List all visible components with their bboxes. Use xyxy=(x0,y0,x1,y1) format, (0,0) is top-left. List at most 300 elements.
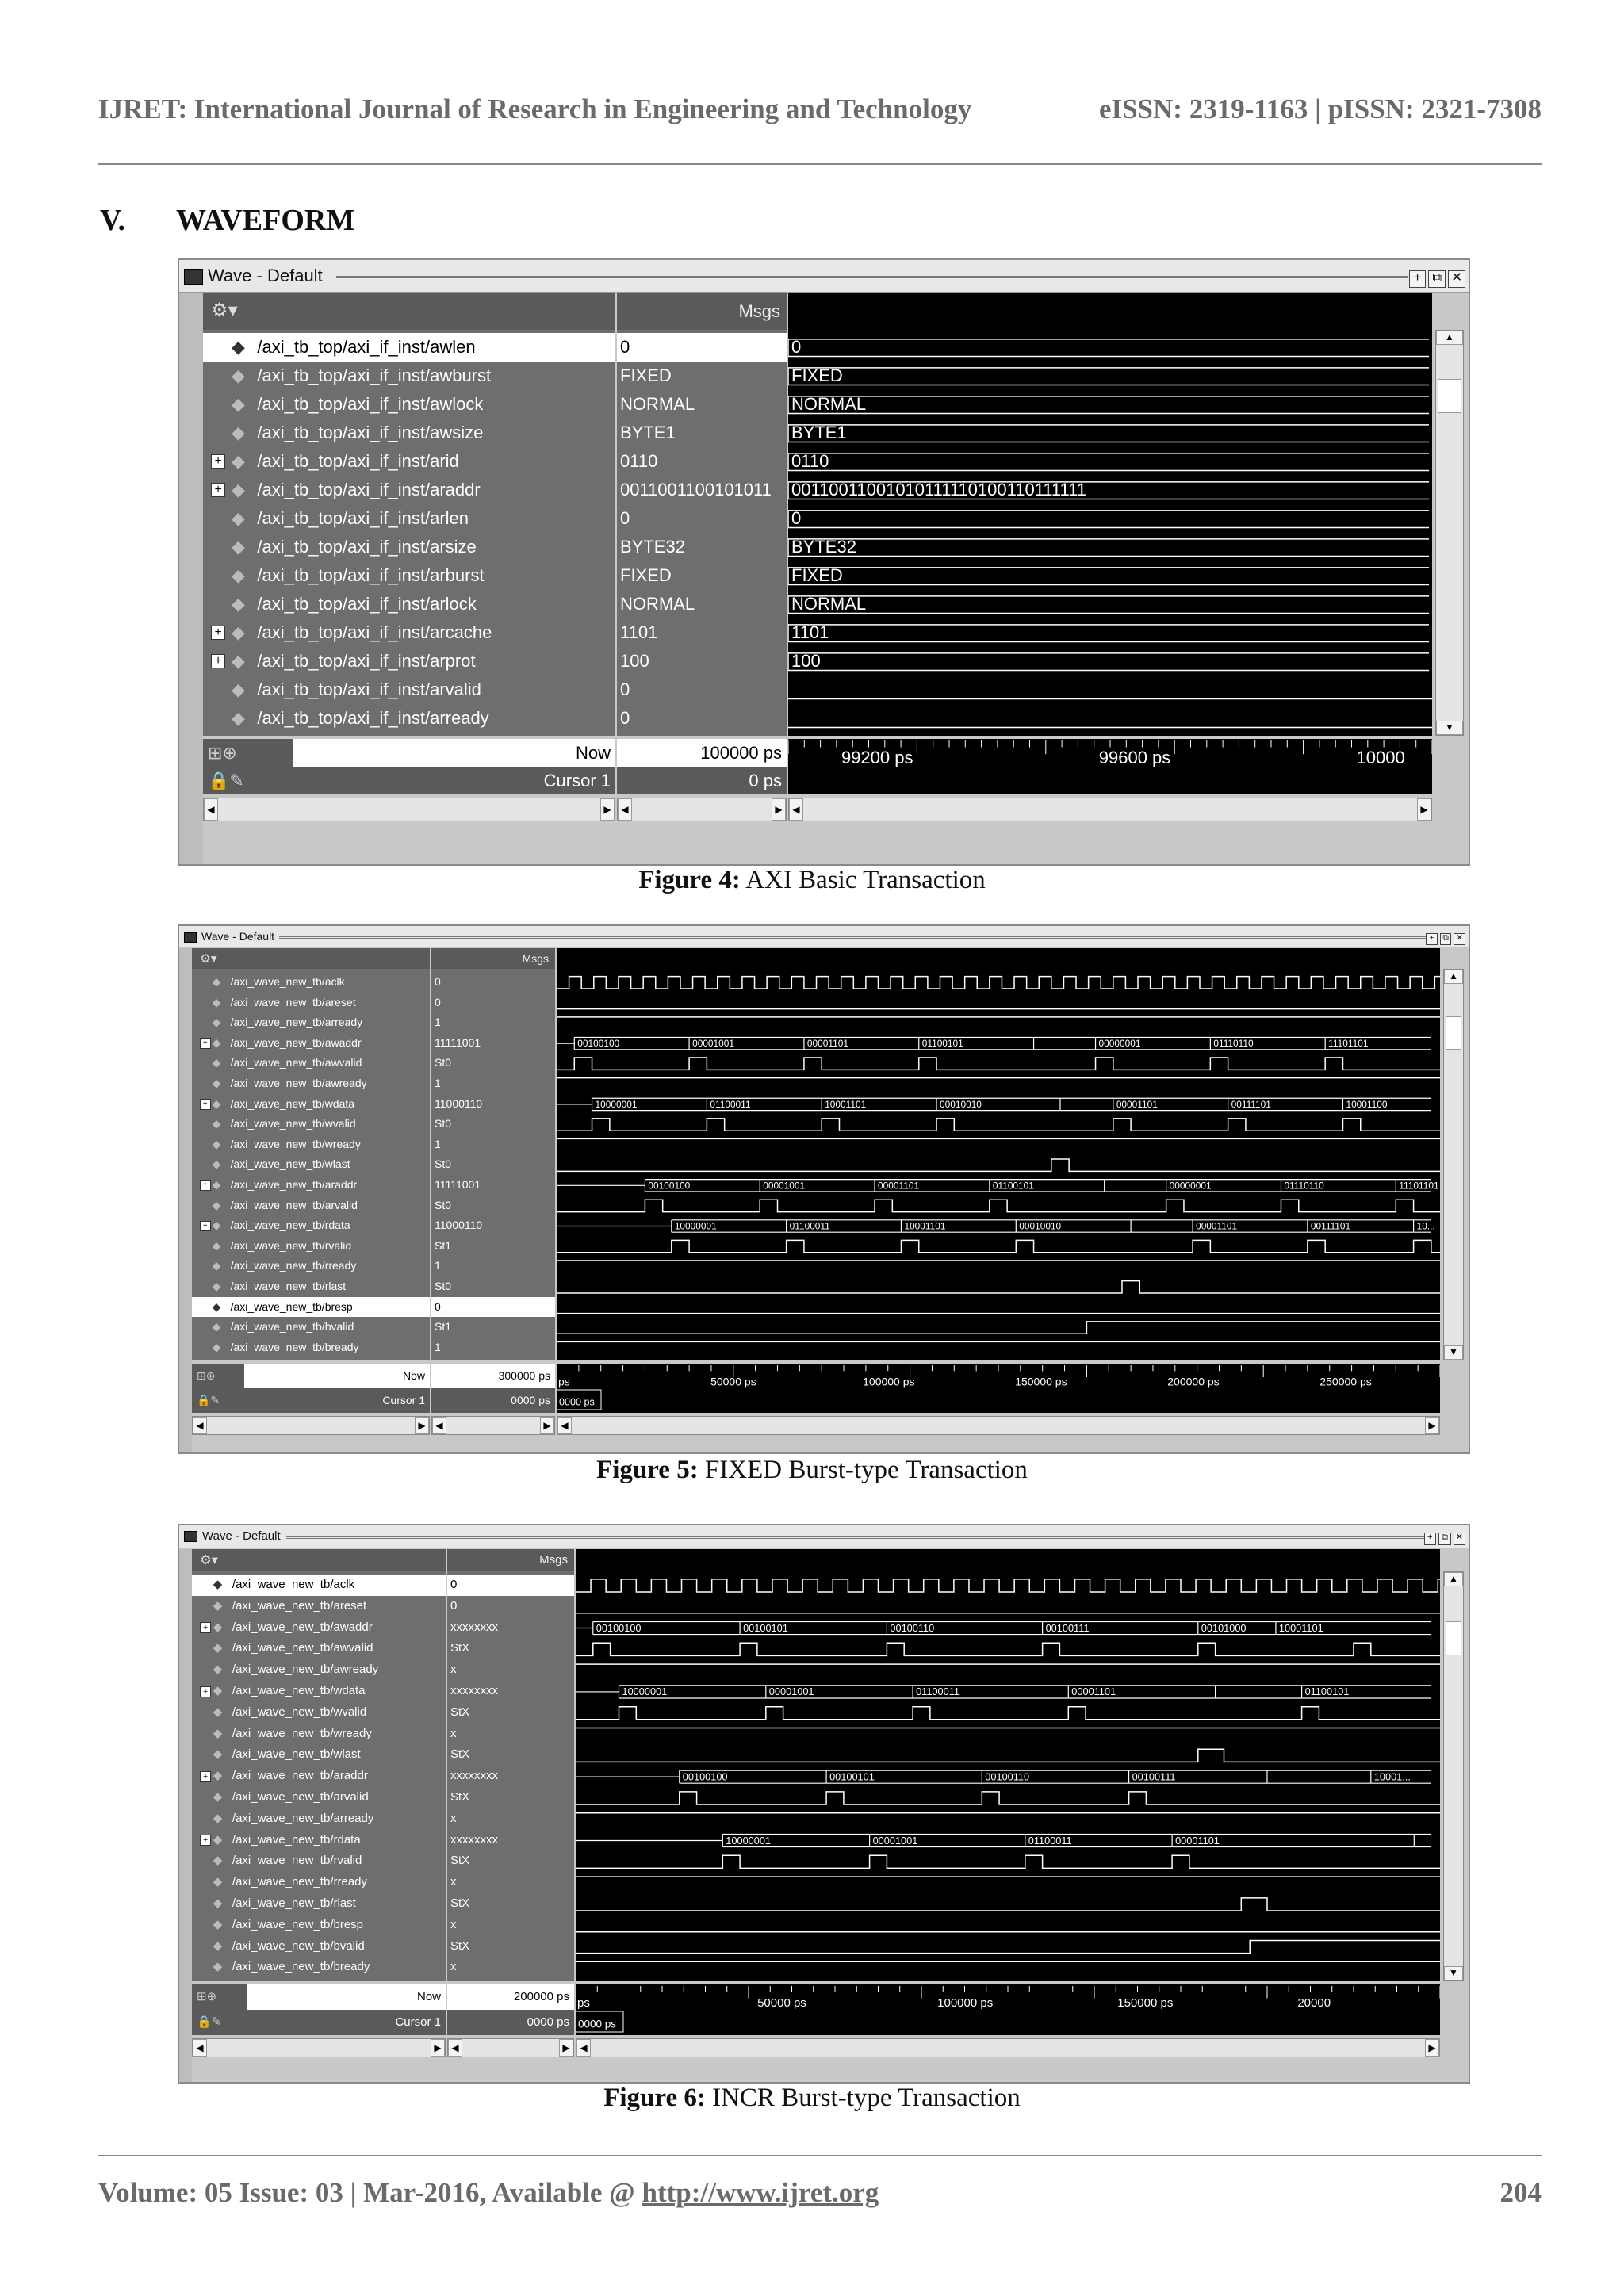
bus-value-label: 10000001 xyxy=(595,1099,638,1111)
values-pane xyxy=(447,1549,574,1981)
window-titlebar xyxy=(179,1525,1469,1548)
signal-row[interactable] xyxy=(192,1808,446,1830)
signal-row[interactable] xyxy=(192,1724,446,1745)
signal-row[interactable] xyxy=(203,647,615,675)
signal-row[interactable] xyxy=(192,1850,446,1872)
signal-row[interactable] xyxy=(203,533,615,561)
page-number: 204 xyxy=(1500,2177,1542,2208)
signal-value: BYTE32 xyxy=(620,537,685,557)
scroll-left-arrow-icon[interactable]: ◀ xyxy=(204,798,218,821)
now-cursor-labels xyxy=(192,1364,430,1413)
scroll-left-arrow-icon[interactable]: ◀ xyxy=(193,1417,207,1434)
signal-diamond-icon: ◆ xyxy=(232,480,245,499)
scroll-right-arrow-icon[interactable]: ▶ xyxy=(772,798,786,821)
waveform-trace xyxy=(576,1940,1440,1953)
waveform-trace xyxy=(576,1643,1440,1655)
pulse-line xyxy=(576,1707,1440,1720)
signal-diamond-icon: ◆ xyxy=(212,1158,221,1171)
signal-row[interactable] xyxy=(192,1297,430,1318)
signal-row[interactable] xyxy=(192,1135,430,1155)
bus-value-label: 00001101 xyxy=(878,1180,920,1192)
signal-row[interactable] xyxy=(192,1196,430,1216)
scroll-right-arrow-icon[interactable]: ▶ xyxy=(415,1417,429,1434)
window-title-text: Wave - Default xyxy=(208,266,323,285)
signal-row[interactable] xyxy=(192,1575,446,1596)
msgs-label: Msgs xyxy=(522,952,549,965)
signal-row[interactable] xyxy=(192,1872,446,1893)
signal-row[interactable] xyxy=(203,447,615,476)
signal-name: /axi_wave_new_tb/wvalid xyxy=(230,1117,356,1131)
signal-value: 0 xyxy=(435,995,441,1008)
scroll-right-arrow-icon[interactable]: ▶ xyxy=(1425,2039,1439,2057)
expand-plus-icon[interactable]: + xyxy=(211,454,225,469)
bus-value-label: BYTE1 xyxy=(791,423,847,443)
signal-name: /axi_wave_new_tb/rlast xyxy=(230,1280,347,1292)
scroll-right-arrow-icon[interactable]: ▶ xyxy=(1425,1417,1439,1434)
now-cursor-values xyxy=(431,1364,555,1413)
bus-value-label: 00001001 xyxy=(872,1834,918,1846)
bus-outline xyxy=(788,539,1429,557)
expand-plus-icon[interactable]: + xyxy=(200,1038,211,1049)
bus-segment xyxy=(1216,1686,1302,1698)
scroll-up-arrow-icon[interactable]: ▲ xyxy=(1444,1572,1463,1586)
now-label: Now xyxy=(416,1990,441,2004)
signal-row[interactable] xyxy=(203,504,615,533)
waveform-trace xyxy=(576,1855,1440,1868)
signal-value: StX xyxy=(450,1790,470,1804)
signal-name: /axi_wave_new_tb/arvalid xyxy=(232,1790,369,1804)
signal-name: /axi_tb_top/axi_if_inst/awlock xyxy=(257,394,484,414)
signal-diamond-icon: ◆ xyxy=(213,1705,223,1719)
wave-hscrollbar[interactable] xyxy=(576,2038,1440,2057)
close-icon[interactable]: ✕ xyxy=(1448,270,1465,288)
values-hscrollbar[interactable] xyxy=(617,798,787,821)
waveform-trace xyxy=(557,1098,1431,1110)
signal-name: /axi_wave_new_tb/bresp xyxy=(232,1917,364,1931)
waveform-pane xyxy=(576,1549,1440,1981)
time-tick-label: 50000 ps xyxy=(710,1375,756,1388)
waveform-trace xyxy=(557,1058,1440,1070)
signal-value: 100 xyxy=(620,651,649,671)
waveform-trace xyxy=(576,1621,1431,1634)
signal-diamond-icon: ◆ xyxy=(213,1620,223,1634)
values-header xyxy=(617,293,787,330)
signal-diamond-icon: ◆ xyxy=(232,423,245,442)
scroll-left-arrow-icon[interactable]: ◀ xyxy=(432,1417,446,1434)
bus-value-label: FIXED xyxy=(791,365,843,386)
pulse-line xyxy=(557,1159,1440,1171)
signal-name: /axi_wave_new_tb/wready xyxy=(232,1726,372,1740)
signal-name: /axi_wave_new_tb/awready xyxy=(230,1077,367,1089)
scroll-up-arrow-icon[interactable]: ▲ xyxy=(1444,970,1463,984)
signal-name: /axi_wave_new_tb/aclk xyxy=(232,1578,355,1591)
bus-value-label: NORMAL xyxy=(791,594,867,614)
signal-row[interactable] xyxy=(192,1936,446,1957)
signal-name: /axi_wave_new_tb/arready xyxy=(230,1016,363,1029)
maximize-icon[interactable]: ⧉ xyxy=(1440,933,1452,945)
scroll-right-arrow-icon[interactable]: ▶ xyxy=(1417,798,1431,821)
signal-row[interactable] xyxy=(192,1659,446,1681)
scroll-right-arrow-icon[interactable]: ▶ xyxy=(431,2039,445,2057)
window-title xyxy=(184,260,323,292)
signal-name: /axi_wave_new_tb/araddr xyxy=(232,1769,368,1783)
vertical-scrollbar[interactable] xyxy=(1443,969,1464,1360)
signal-row[interactable] xyxy=(192,1276,430,1297)
signal-row[interactable] xyxy=(192,1830,446,1851)
bus-value-label: 01100011 xyxy=(1028,1834,1072,1846)
time-tick-label: 200000 ps xyxy=(1167,1375,1220,1388)
signal-value: x xyxy=(450,1917,457,1931)
signal-row[interactable] xyxy=(192,1596,446,1617)
signal-name: /axi_tb_top/axi_if_inst/arsize xyxy=(257,537,477,557)
pulse-line xyxy=(557,1281,1440,1293)
now-cursor-labels xyxy=(192,1984,446,2035)
signal-row[interactable] xyxy=(203,618,615,647)
zoom-icons[interactable]: ⊞⊕ xyxy=(197,1990,217,2004)
wave-window-figure-5[interactable] xyxy=(178,924,1470,1454)
signal-value: 1 xyxy=(435,1259,441,1272)
signal-value: StX xyxy=(450,1896,470,1910)
vertical-scrollbar[interactable] xyxy=(1435,330,1464,736)
signal-tool-icon[interactable]: ⚙▾ xyxy=(200,1553,219,1568)
values-hscrollbar[interactable] xyxy=(431,1416,555,1435)
bus-value-label: 0 xyxy=(791,337,802,358)
signal-diamond-icon: ◆ xyxy=(213,1663,223,1677)
scroll-left-arrow-icon[interactable]: ◀ xyxy=(557,1417,572,1434)
window-controls xyxy=(1407,260,1465,292)
expand-plus-icon[interactable]: + xyxy=(200,1771,211,1782)
signal-row[interactable] xyxy=(192,972,430,993)
signal-row[interactable] xyxy=(203,561,615,590)
signal-row[interactable] xyxy=(203,704,615,733)
now-label: Now xyxy=(402,1369,425,1383)
signal-name: /axi_tb_top/axi_if_inst/arprot xyxy=(257,651,476,671)
scroll-left-arrow-icon[interactable]: ◀ xyxy=(576,2039,591,2057)
lock-icons[interactable]: 🔒✎ xyxy=(197,2015,222,2030)
bus-value-label: 01110110 xyxy=(1284,1180,1324,1192)
dock-icon[interactable]: + xyxy=(1426,933,1438,945)
pulse-line xyxy=(557,1200,1440,1211)
bus-value-label: 10... xyxy=(1416,1220,1435,1232)
journal-name: IJRET: International Journal of Research in Engineering and Technology xyxy=(98,94,972,124)
signal-name: /axi_tb_top/axi_if_inst/arlen xyxy=(257,508,469,528)
signal-names-pane xyxy=(192,948,430,1360)
values-pane xyxy=(431,948,555,1360)
zoom-icons[interactable]: ⊞⊕ xyxy=(208,743,237,763)
bus-value-label: 01100011 xyxy=(789,1220,830,1232)
bus-value-label: 00100111 xyxy=(1045,1621,1090,1634)
signal-name: /axi_wave_new_tb/awready xyxy=(232,1663,379,1677)
scroll-thumb[interactable] xyxy=(1446,1621,1461,1655)
wave-hscrollbar[interactable] xyxy=(788,798,1432,821)
signal-row[interactable] xyxy=(192,993,430,1013)
signal-row[interactable] xyxy=(192,1175,430,1196)
left-strip xyxy=(179,948,192,1452)
signal-name: /axi_tb_top/axi_if_inst/awsize xyxy=(257,423,484,442)
signal-row[interactable] xyxy=(192,1053,430,1073)
now-cursor-values xyxy=(447,1984,574,2035)
bus-outline xyxy=(788,425,1429,442)
signal-name: /axi_wave_new_tb/rready xyxy=(232,1875,368,1889)
expand-plus-icon[interactable]: + xyxy=(200,1180,211,1191)
signal-name: /axi_tb_top/axi_if_inst/arid xyxy=(257,451,459,471)
maximize-icon[interactable]: ⧉ xyxy=(1428,270,1446,288)
expand-plus-icon[interactable]: + xyxy=(211,626,225,640)
names-hscrollbar[interactable] xyxy=(192,1416,430,1435)
bus-segment xyxy=(1267,1770,1371,1783)
signal-row[interactable] xyxy=(192,1256,430,1276)
scroll-left-arrow-icon[interactable]: ◀ xyxy=(193,2039,207,2057)
time-tick-label: 20000 xyxy=(1297,1996,1331,2011)
footer-rule xyxy=(98,2155,1542,2156)
signal-row[interactable] xyxy=(192,1114,430,1135)
dock-icon[interactable]: + xyxy=(1409,270,1427,288)
scroll-left-arrow-icon[interactable]: ◀ xyxy=(448,2039,462,2057)
scroll-down-arrow-icon[interactable]: ▼ xyxy=(1444,1345,1463,1360)
signal-value: St0 xyxy=(435,1198,452,1211)
signal-diamond-icon: ◆ xyxy=(213,1598,223,1613)
signal-diamond-icon: ◆ xyxy=(232,594,245,614)
scroll-right-arrow-icon[interactable]: ▶ xyxy=(600,798,615,821)
pulse-line xyxy=(576,1643,1440,1655)
signal-row[interactable] xyxy=(192,1094,430,1115)
wave-window-figure-6[interactable] xyxy=(178,1524,1470,2084)
signal-value: St0 xyxy=(435,1056,452,1070)
signal-row[interactable] xyxy=(203,476,615,504)
expand-plus-icon[interactable]: + xyxy=(200,1835,211,1846)
waveform-trace xyxy=(557,1281,1440,1293)
signal-name: /axi_wave_new_tb/rdata xyxy=(232,1832,361,1846)
waveform-trace xyxy=(557,1322,1440,1334)
waveform-trace xyxy=(557,1220,1435,1232)
values-header xyxy=(431,948,555,969)
window-titlebar xyxy=(179,926,1469,947)
signal-value: 1 xyxy=(435,1137,441,1150)
signal-row[interactable] xyxy=(192,1915,446,1936)
signal-diamond-icon: ◆ xyxy=(213,1896,223,1910)
signal-value: St1 xyxy=(435,1238,452,1252)
signal-diamond-icon: ◆ xyxy=(232,622,245,642)
signal-row[interactable] xyxy=(203,590,615,618)
zoom-icons[interactable]: ⊞⊕ xyxy=(197,1369,216,1383)
signal-value: StX xyxy=(450,1938,470,1953)
waveform-trace xyxy=(576,1579,1440,1592)
bus-outline xyxy=(788,568,1429,585)
signal-value: 0 xyxy=(435,975,441,988)
signal-row[interactable] xyxy=(192,1787,446,1808)
wave-window-figure-4[interactable] xyxy=(178,258,1470,866)
waveform-trace xyxy=(788,394,1429,414)
bus-value-label: 00100101 xyxy=(829,1770,875,1783)
expand-plus-icon[interactable]: + xyxy=(200,1622,211,1633)
signal-row[interactable] xyxy=(192,1215,430,1236)
waveform-trace xyxy=(788,337,1429,357)
waveform-trace xyxy=(557,1200,1440,1211)
signal-value: 1 xyxy=(435,1016,441,1029)
signal-row[interactable] xyxy=(203,675,615,704)
signal-row[interactable] xyxy=(192,1337,430,1358)
waveform-canvas xyxy=(576,1549,1440,1981)
signal-value: x xyxy=(450,1663,457,1677)
signal-diamond-icon: ◆ xyxy=(232,651,245,671)
waveform-trace xyxy=(557,1037,1431,1049)
signal-row[interactable] xyxy=(192,1317,430,1337)
signal-names-pane xyxy=(203,293,615,736)
signal-value: StX xyxy=(450,1641,470,1655)
names-toolbar xyxy=(192,1549,446,1571)
waveform-trace xyxy=(788,565,1429,585)
bus-outline xyxy=(788,653,1429,671)
signal-diamond-icon: ◆ xyxy=(212,1178,221,1191)
maximize-icon[interactable]: ⧉ xyxy=(1438,1533,1451,1545)
signal-value: NORMAL xyxy=(620,594,695,614)
signal-row[interactable] xyxy=(203,362,615,390)
signal-name: /axi_wave_new_tb/awaddr xyxy=(230,1035,362,1049)
scroll-left-arrow-icon[interactable]: ◀ xyxy=(618,798,632,821)
signal-row[interactable] xyxy=(192,1957,446,1978)
time-tick-label: 150000 ps xyxy=(1117,1996,1174,2011)
wave-hscrollbar[interactable] xyxy=(557,1416,1440,1435)
signal-diamond-icon: ◆ xyxy=(212,1280,221,1292)
journal-link[interactable]: http://www.ijret.org xyxy=(642,2177,879,2208)
scroll-down-arrow-icon[interactable]: ▼ xyxy=(1444,1966,1463,1980)
signal-row[interactable] xyxy=(192,1766,446,1787)
signal-value: x xyxy=(450,1960,457,1974)
scroll-right-arrow-icon[interactable]: ▶ xyxy=(559,2039,573,2057)
expand-plus-icon[interactable]: + xyxy=(200,1221,211,1232)
signal-name: /axi_wave_new_tb/wvalid xyxy=(232,1705,367,1719)
signal-row[interactable] xyxy=(192,1012,430,1033)
now-label: Now xyxy=(575,743,611,763)
signal-name: /axi_wave_new_tb/areset xyxy=(232,1598,367,1613)
signal-diamond-icon: ◆ xyxy=(213,1938,223,1953)
expand-plus-icon[interactable]: + xyxy=(200,1686,211,1697)
close-icon[interactable]: ✕ xyxy=(1454,1533,1466,1545)
signal-diamond-icon: ◆ xyxy=(212,1096,221,1110)
bus-segment xyxy=(1034,1037,1096,1049)
titlebar-grip xyxy=(336,276,1408,278)
expand-plus-icon[interactable]: + xyxy=(211,654,225,668)
window-titlebar xyxy=(179,260,1469,293)
signal-value: xxxxxxxx xyxy=(450,1684,498,1697)
signal-value: 1 xyxy=(435,1340,441,1353)
bus-value-label: 01110110 xyxy=(1213,1038,1254,1050)
titlebar-grip xyxy=(286,1536,1427,1539)
signal-row[interactable] xyxy=(192,1033,430,1054)
signal-row[interactable] xyxy=(192,1893,446,1915)
waveform-trace xyxy=(576,1770,1431,1783)
signal-value: 1101 xyxy=(620,622,658,642)
signal-row[interactable] xyxy=(192,1744,446,1766)
cursor-label: Cursor 1 xyxy=(543,771,611,790)
signal-diamond-icon: ◆ xyxy=(212,1137,221,1150)
signal-row[interactable] xyxy=(203,333,615,362)
signal-diamond-icon: ◆ xyxy=(232,394,245,414)
waveform-trace xyxy=(788,594,1429,614)
bus-value-label: 10000001 xyxy=(674,1220,717,1232)
names-hscrollbar[interactable] xyxy=(192,2038,446,2057)
waveform-trace xyxy=(788,451,1429,471)
signal-diamond-icon: ◆ xyxy=(212,1077,221,1089)
bus-value-label: 00001101 xyxy=(1116,1099,1158,1111)
bus-value-label: 00100110 xyxy=(985,1770,1030,1783)
left-strip xyxy=(179,293,203,864)
signal-diamond-icon: ◆ xyxy=(232,679,245,699)
expand-plus-icon[interactable]: + xyxy=(200,1099,211,1110)
waveform-canvas xyxy=(788,293,1432,736)
bus-value-label: NORMAL xyxy=(791,394,867,415)
signal-value: StX xyxy=(450,1854,470,1868)
signal-row[interactable] xyxy=(192,1617,446,1639)
lock-icons[interactable]: 🔒✎ xyxy=(197,1394,220,1407)
signal-value: xxxxxxxx xyxy=(450,1769,498,1783)
vertical-scrollbar[interactable] xyxy=(1443,1571,1464,1981)
signal-value: BYTE1 xyxy=(620,423,676,442)
now-cursor-labels xyxy=(203,739,615,794)
names-hscrollbar[interactable] xyxy=(203,798,615,821)
waveform-trace xyxy=(557,1119,1440,1131)
signal-name: /axi_wave_new_tb/rvalid xyxy=(232,1854,362,1868)
bus-outline xyxy=(788,511,1429,528)
signal-value: St0 xyxy=(435,1280,452,1292)
expand-plus-icon[interactable]: + xyxy=(211,483,225,497)
signal-name: /axi_wave_new_tb/wlast xyxy=(230,1158,350,1171)
signal-value: St0 xyxy=(435,1117,452,1131)
pulse-line xyxy=(576,1898,1440,1911)
values-hscrollbar[interactable] xyxy=(447,2038,574,2057)
scroll-thumb[interactable] xyxy=(1446,1016,1461,1050)
time-tick-label: 100000 ps xyxy=(863,1375,915,1388)
signal-row[interactable] xyxy=(192,1681,446,1702)
signal-value: StX xyxy=(450,1747,470,1762)
signal-row[interactable] xyxy=(192,1236,430,1257)
figure-6-caption: Figure 6: INCR Burst-type Transaction xyxy=(603,2084,1021,2112)
signal-name: /axi_wave_new_tb/bresp xyxy=(230,1299,353,1313)
signal-value: 0 xyxy=(447,1575,574,1596)
lock-icons[interactable]: 🔒✎ xyxy=(208,771,244,790)
signal-value: NORMAL xyxy=(620,394,695,414)
scroll-left-arrow-icon[interactable]: ◀ xyxy=(789,798,803,821)
scroll-down-arrow-icon[interactable]: ▼ xyxy=(1436,721,1463,735)
signal-row[interactable] xyxy=(192,1702,446,1724)
footer-volume: Volume: 05 Issue: 03 | Mar-2016, Available @ http://www.ijret.org xyxy=(98,2177,879,2208)
signal-row[interactable] xyxy=(203,419,615,447)
signal-row[interactable] xyxy=(192,1154,430,1175)
signal-value: x xyxy=(450,1811,457,1825)
signal-name: /axi_wave_new_tb/bready xyxy=(232,1960,370,1974)
signal-row[interactable] xyxy=(192,1073,430,1094)
close-icon[interactable]: ✕ xyxy=(1454,933,1465,945)
signal-value: 1 xyxy=(435,1077,441,1089)
bus-value-label: 00100101 xyxy=(743,1621,788,1634)
signal-row[interactable] xyxy=(192,1638,446,1659)
scroll-up-arrow-icon[interactable]: ▲ xyxy=(1436,331,1463,345)
signal-tool-icon[interactable]: ⚙▾ xyxy=(211,299,238,321)
window-title-text: Wave - Default xyxy=(202,1529,281,1543)
signal-row[interactable] xyxy=(203,390,615,419)
time-axis xyxy=(788,739,1432,794)
dock-icon[interactable]: + xyxy=(1424,1533,1437,1545)
time-tick-label: ps xyxy=(558,1375,570,1388)
scroll-thumb[interactable] xyxy=(1438,379,1461,413)
waveform-trace xyxy=(576,1898,1440,1911)
signal-tool-icon[interactable]: ⚙▾ xyxy=(200,951,217,966)
signal-value: xxxxxxxx xyxy=(450,1620,498,1634)
figure-5-caption: Figure 5: FIXED Burst-type Transaction xyxy=(596,1456,1028,1484)
window-title-text: Wave - Default xyxy=(201,930,275,943)
scroll-right-arrow-icon[interactable]: ▶ xyxy=(540,1417,554,1434)
time-axis-canvas xyxy=(576,1984,1440,2035)
